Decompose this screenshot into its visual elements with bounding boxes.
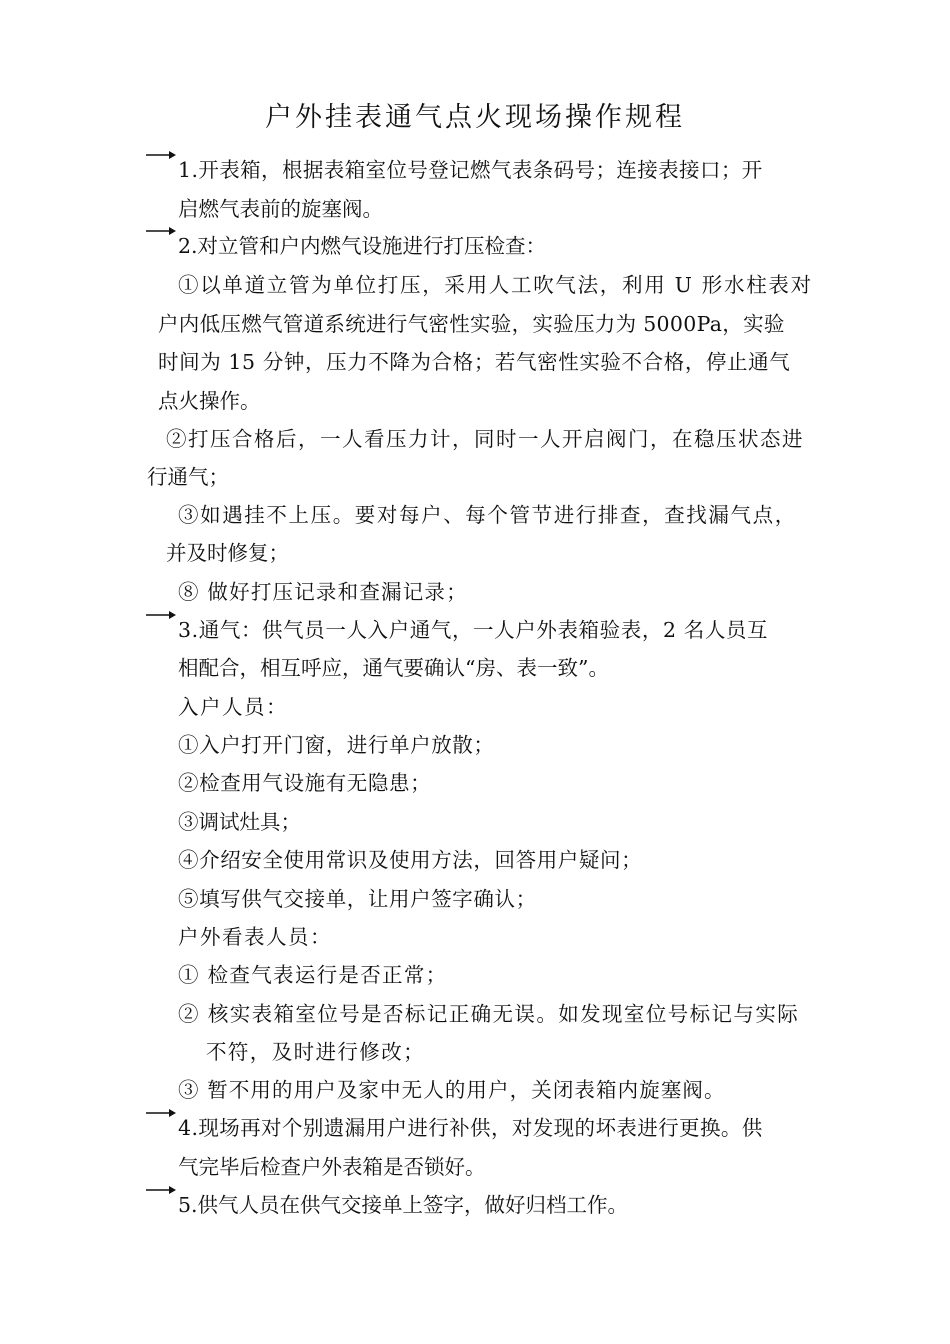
indoor-heading: 入户人员： bbox=[178, 695, 288, 719]
outdoor-item-3: ③ 暂不用的用户及家中无人的用户，关闭表箱内旋塞阀。 bbox=[178, 1078, 726, 1102]
step2-item1-line2: 户内低压燃气管道系统进行气密性实验，实验压力为 5000Pa，实验 bbox=[158, 312, 785, 336]
indoor-item-4: ④介绍安全使用常识及使用方法，回答用户疑问； bbox=[178, 848, 643, 872]
step4-line2: 气完毕后检查户外表箱是否锁好。 bbox=[178, 1155, 486, 1179]
step3-line2: 相配合，相互呼应，通气要确认“房、表一致”。 bbox=[178, 656, 609, 680]
step4-line1: 4.现场再对个别遗漏用户进行补供，对发现的坏表进行更换。供 bbox=[178, 1116, 763, 1140]
step2-item3-line2: 并及时修复； bbox=[166, 541, 289, 565]
step2-heading: 2.对立管和户内燃气设施进行打压检查： bbox=[178, 234, 547, 258]
outdoor-item-2-line2: 不符，及时进行修改； bbox=[206, 1040, 425, 1064]
indoor-item-5: ⑤填写供气交接单，让用户签字确认； bbox=[178, 887, 537, 911]
step2-item3-line1: ③如遇挂不上压。要对每户、每个管节进行排查，查找漏气点， bbox=[178, 503, 797, 527]
step2-item1-line4: 点火操作。 bbox=[158, 389, 261, 413]
outdoor-item-2-line1: ② 核实表箱室位号是否标记正确无误。如发现室位号标记与实际 bbox=[178, 1002, 800, 1026]
arrow-icon bbox=[145, 608, 177, 622]
indoor-item-2: ②检查用气设施有无隐患； bbox=[178, 771, 432, 795]
step2-item1-line1: ①以单道立管为单位打压，采用人工吹气法，利用 U 形水柱表对 bbox=[178, 273, 813, 297]
outdoor-heading: 户外看表人员： bbox=[178, 925, 332, 949]
arrow-icon bbox=[145, 224, 177, 238]
step2-item2-line2: 行通气； bbox=[147, 465, 229, 489]
outdoor-item-1: ① 检查气表运行是否正常； bbox=[178, 963, 448, 987]
indoor-item-3: ③调试灶具； bbox=[178, 810, 301, 834]
arrow-icon bbox=[145, 148, 177, 162]
step2-item1-line3: 时间为 15 分钟，压力不降为合格；若气密性实验不合格，停止通气 bbox=[158, 350, 791, 374]
step1-line2: 启燃气表前的旋塞阀。 bbox=[178, 197, 383, 221]
step5-line1: 5.供气人员在供气交接单上签字，做好归档工作。 bbox=[178, 1193, 629, 1217]
step2-item2-line1: ②打压合格后，一人看压力计，同时一人开启阀门，在稳压状态进 bbox=[166, 427, 804, 451]
step2-item4: ⑧ 做好打压记录和查漏记录； bbox=[178, 580, 468, 604]
arrow-icon bbox=[145, 1106, 177, 1120]
indoor-item-1: ①入户打开门窗，进行单户放散； bbox=[178, 733, 495, 757]
document-title: 户外挂表通气点火现场操作规程 bbox=[265, 102, 685, 133]
step1-line1: 1.开表箱，根据表箱室位号登记燃气表条码号；连接表接口；开 bbox=[178, 158, 763, 182]
step3-line1: 3.通气：供气员一人入户通气，一人户外表箱验表，2 名人员互 bbox=[178, 618, 769, 642]
arrow-icon bbox=[145, 1183, 177, 1197]
